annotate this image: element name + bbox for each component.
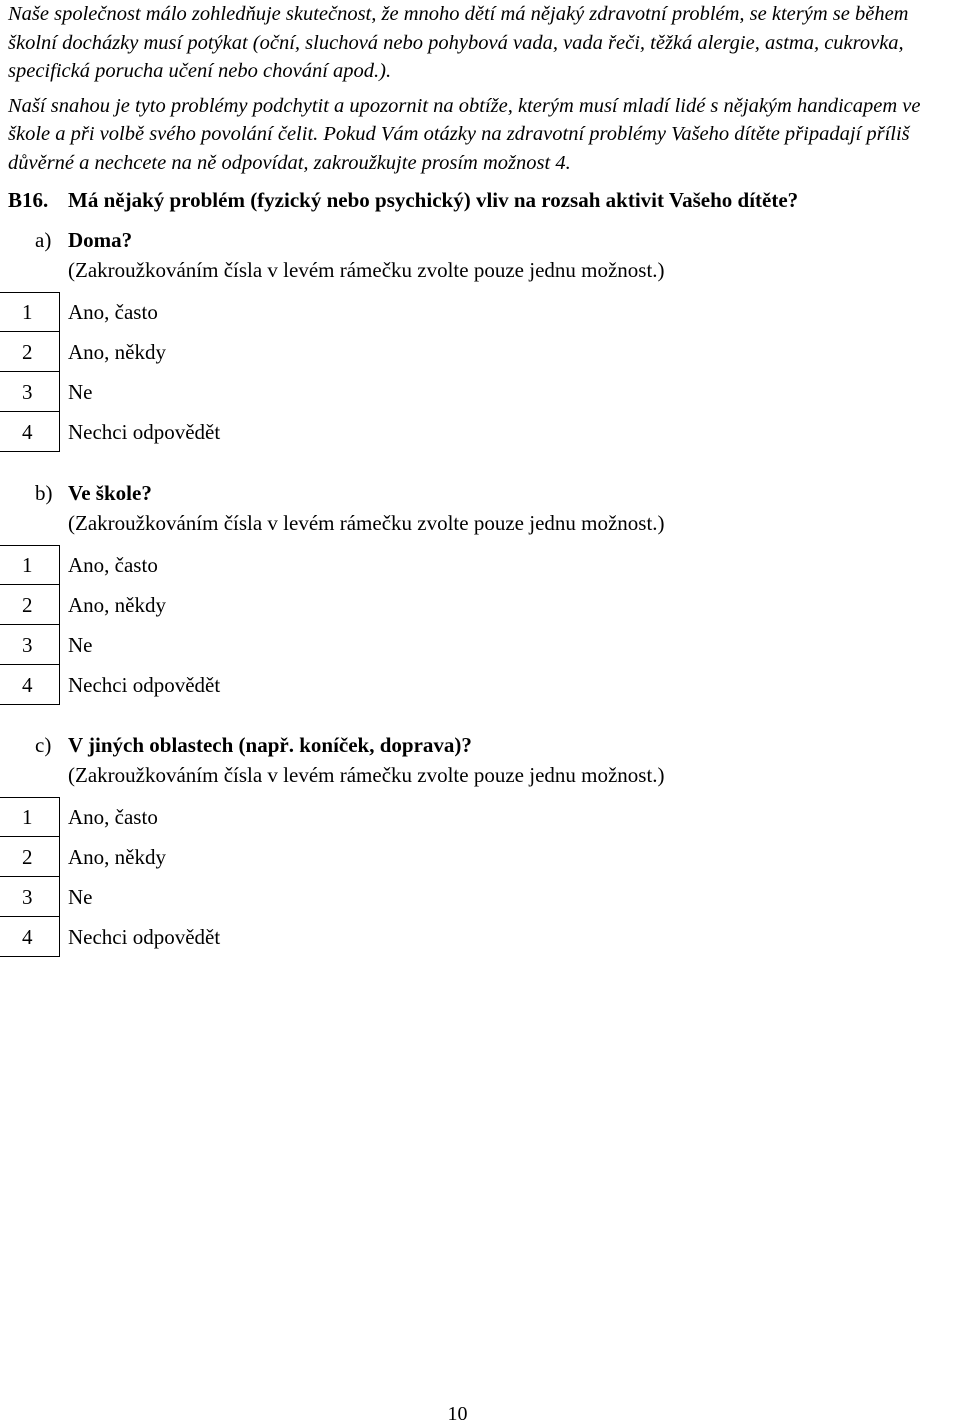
option-label: Nechci odpovědět	[68, 420, 221, 444]
option-number: 3	[22, 380, 33, 404]
option-label: Ne	[68, 633, 93, 657]
section-letter: b)	[35, 481, 53, 505]
section-b	[0, 477, 960, 697]
option-label: Nechci odpovědět	[68, 925, 221, 949]
page-number: 10	[447, 1403, 468, 1425]
intro-text	[8, 0, 958, 177]
option-number: 1	[22, 300, 33, 324]
option-number: 4	[22, 925, 33, 949]
section-title: Doma?	[68, 228, 133, 252]
question-text: Má nějaký problém (fyzický nebo psychický) vliv na rozsah aktivit Vašeho dítěte?	[68, 188, 799, 212]
option-label: Ano, často	[68, 300, 158, 324]
option-label: Ano, někdy	[68, 593, 166, 617]
section-letter: c)	[35, 733, 52, 757]
section-instruction: (Zakroužkováním čísla v levém rámečku zvolte pouze jednu možnost.)	[68, 511, 665, 535]
option-label: Nechci odpovědět	[68, 673, 221, 697]
option-number: 2	[22, 593, 33, 617]
option-number: 2	[22, 340, 33, 364]
option-number: 1	[22, 805, 33, 829]
section-instruction: (Zakroužkováním čísla v levém rámečku zvolte pouze jednu možnost.)	[68, 258, 665, 282]
section-title: Ve škole?	[68, 481, 152, 505]
option-label: Ne	[68, 380, 93, 404]
option-number: 4	[22, 420, 33, 444]
option-number: 2	[22, 845, 33, 869]
option-label: Ano, někdy	[68, 340, 166, 364]
question-heading	[8, 186, 798, 214]
option-number: 4	[22, 673, 33, 697]
section-a	[0, 224, 960, 444]
option-number: 3	[22, 633, 33, 657]
option-number: 3	[22, 885, 33, 909]
section-title: V jiných oblastech (např. koníček, doprava)?	[68, 733, 472, 757]
section-instruction: (Zakroužkováním čísla v levém rámečku zvolte pouze jednu možnost.)	[68, 763, 665, 787]
option-number: 1	[22, 553, 33, 577]
option-label: Ano, často	[68, 805, 158, 829]
section-c	[0, 729, 960, 949]
intro-paragraph: Naší snahou je tyto problémy podchytit a upozornit na obtíže, kterým musí mladí lidé s nějakým handicapem ve škole a při volbě svého povolání čelit. Pokud Vám otázky na zdravotní problémy Vašeho dítěte připadají příliš důvěrné a nechcete na ně odpovídat, zakroužkujte prosím možnost 4.	[8, 94, 921, 174]
question-number: B16.	[8, 188, 49, 212]
intro-paragraph: Naše společnost málo zohledňuje skutečnost, že mnoho dětí má nějaký zdravotní problém, se kterým se během školní docházky musí potýkat (oční, sluchová nebo pohybová vada, vada řeči, těžká alergie, astma, cukrovka, specifická porucha učení nebo chování apod.).	[8, 3, 909, 82]
option-label: Ano, někdy	[68, 845, 166, 869]
option-label: Ne	[68, 885, 93, 909]
section-letter: a)	[35, 228, 52, 252]
option-label: Ano, často	[68, 553, 158, 577]
